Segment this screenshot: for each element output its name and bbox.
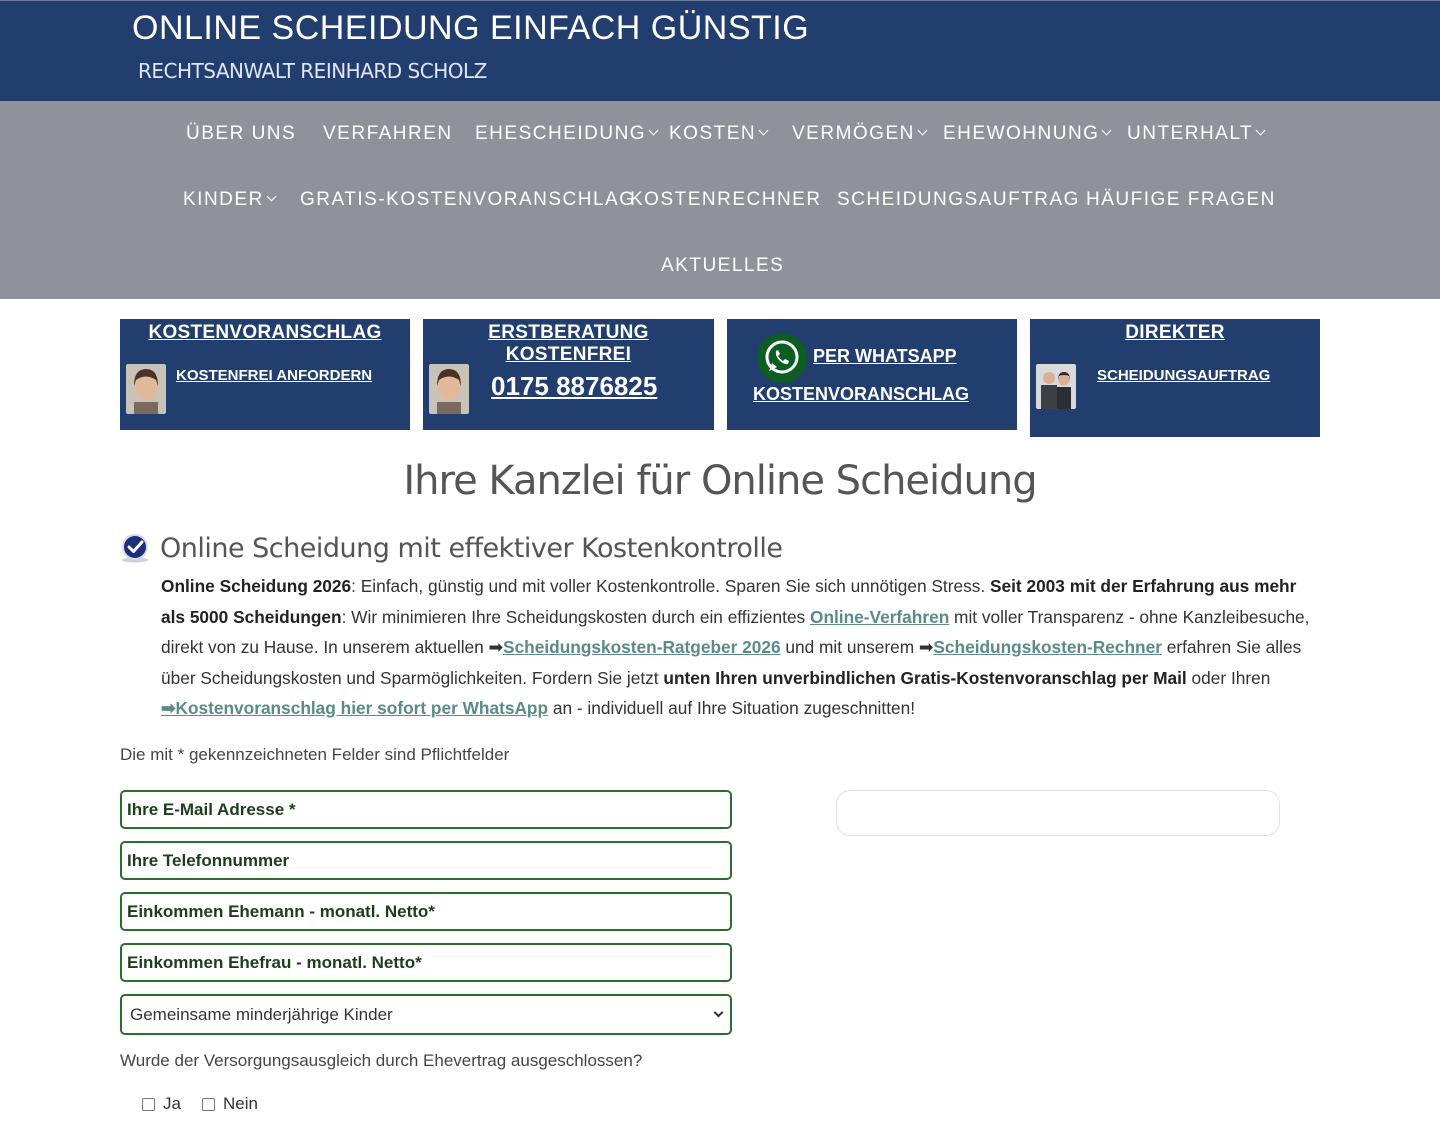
promo-estimate [120, 319, 410, 430]
nav-item-ehewohnung[interactable] [943, 123, 1110, 145]
page-title: Ihre Kanzlei für Online Scheidung [403, 458, 1037, 504]
nav-item-haeufige-fragen[interactable] [1086, 189, 1276, 211]
lawyer-avatar [126, 364, 166, 414]
chevron-down-icon [759, 126, 769, 136]
site-title[interactable]: ONLINE SCHEIDUNG EINFACH GÜNSTIG [132, 9, 810, 47]
nav-label: EHESCHEIDUNG [475, 123, 647, 144]
promo-link-wrap [176, 367, 372, 384]
nav-item-unterhalt[interactable] [1127, 123, 1264, 145]
request-estimate-link[interactable]: KOSTENFREI ANFORDERN [176, 367, 373, 384]
intro-text: : Einfach, günstig und mit voller Kostenkontrolle. Sparen Sie sich unnötigen Stress. [351, 576, 990, 596]
promo-link-wrap [1097, 367, 1270, 384]
chevron-down-icon [714, 1008, 724, 1018]
nav-item-ehescheidung[interactable] [475, 123, 657, 145]
nav-label: EHEWOHNUNG [943, 123, 1100, 144]
online-procedure-link[interactable]: Online-Verfahren [810, 606, 950, 627]
option-no[interactable] [202, 1094, 258, 1114]
intro-text: an - individuell auf Ihre Situation zugeschnitten! [548, 698, 916, 718]
side-panel [836, 790, 1280, 836]
option-yes[interactable] [142, 1094, 181, 1114]
nav-label: AKTUELLES [661, 255, 785, 276]
promo-title [120, 322, 410, 344]
children-select-value: Gemeinsame minderjährige Kinder [130, 1005, 393, 1024]
main-navigation [0, 101, 1440, 299]
phone-field[interactable]: Ihre Telefonnummer [120, 841, 732, 880]
nav-item-kosten[interactable] [669, 123, 767, 145]
promo-title [423, 322, 714, 366]
whatsapp-estimate-inline-link[interactable]: ➡Kostenvoranschlag hier sofort per WhatsApp [161, 698, 549, 718]
section-heading: Online Scheidung mit effektiver Kostenkontrolle [160, 533, 783, 564]
chevron-down-icon [1102, 126, 1112, 136]
site-subtitle: RECHTSANWALT REINHARD SCHOLZ [138, 59, 487, 83]
promo-whatsapp [727, 319, 1017, 430]
intro-paragraph [161, 571, 1311, 724]
intro-bold: Online Scheidung 2026 [161, 576, 352, 596]
divorce-order-link[interactable]: SCHEIDUNGSAUFTRAG [1097, 367, 1271, 384]
cost-guide-link[interactable]: Scheidungskosten-Ratgeber 2026 [503, 637, 781, 657]
nav-label: UNTERHALT [1127, 123, 1254, 144]
nav-item-scheidungsauftrag[interactable] [837, 189, 1080, 211]
nav-label: SCHEIDUNGSAUFTRAG [837, 189, 1080, 210]
intro-text: oder Ihren [1186, 667, 1271, 688]
nav-label: ÜBER UNS [186, 123, 297, 144]
nav-item-verfahren[interactable] [323, 123, 453, 145]
consultation-title-link[interactable]: ERSTBERATUNG KOSTENFREI [488, 322, 649, 365]
nav-label: KOSTEN [669, 123, 757, 144]
intro-bold: Seit 2003 mit der Erfahrung aus mehr als 5000 Scheidungen [161, 576, 1297, 627]
estimate-title-link[interactable]: KOSTENVORANSCHLAG [148, 322, 382, 343]
yes-checkbox[interactable] [142, 1098, 155, 1111]
checkmark-icon [120, 533, 150, 563]
nav-label: VERMÖGEN [792, 123, 915, 144]
lawyer-avatar [429, 364, 469, 414]
nav-item-ueber-uns[interactable] [186, 123, 296, 145]
no-checkbox[interactable] [202, 1098, 215, 1111]
whatsapp-estimate-link[interactable]: KOSTENVORANSCHLAG [753, 384, 970, 404]
nav-item-gratis-kostenvoranschlag[interactable] [300, 189, 635, 211]
promo-title [1030, 322, 1320, 344]
intro-text: mit voller Transparenz - ohne Kanzleibesuche, direkt von zu Hause. In unserem aktuellen ➡ [161, 606, 1310, 657]
whatsapp-line1-wrap [813, 346, 957, 367]
intro-text: und mit unserem ➡ [780, 637, 934, 657]
pension-question: Wurde der Versorgungsausgleich durch Ehevertrag ausgeschlossen? [120, 1051, 643, 1070]
site-header [0, 0, 1440, 101]
nav-label: HÄUFIGE FRAGEN [1086, 189, 1276, 210]
promo-direct-order [1030, 319, 1320, 437]
nav-label: GRATIS-KOSTENVORANSCHLAG [300, 189, 636, 210]
whatsapp-line2-wrap [753, 384, 969, 405]
chevron-down-icon [917, 126, 927, 136]
whatsapp-icon[interactable] [756, 332, 808, 384]
no-label: Nein [223, 1094, 258, 1113]
intro-text: erfahren Sie alles über Scheidungskosten und Sparmöglichkeiten. Fordern Sie jetzt [161, 637, 1302, 688]
whatsapp-link[interactable]: PER WHATSAPP [813, 346, 957, 366]
required-fields-note: Die mit * gekennzeichneten Felder sind Pflichtfelder [120, 745, 510, 764]
children-select[interactable] [120, 994, 732, 1035]
phone-link[interactable]: 0175 8876825 [491, 371, 658, 401]
email-field[interactable]: Ihre E-Mail Adresse * [120, 790, 732, 829]
yes-label: Ja [163, 1094, 181, 1113]
intro-bold: unten Ihren unverbindlichen Gratis-Kostenvoranschlag per Mail [663, 667, 1187, 688]
chevron-down-icon [266, 192, 276, 202]
nav-label: KOSTENRECHNER [630, 189, 822, 210]
income-husband-field[interactable]: Einkommen Ehemann - monatl. Netto* [120, 892, 732, 931]
team-photo [1036, 364, 1076, 409]
chevron-down-icon [1256, 126, 1266, 136]
chevron-down-icon [649, 126, 659, 136]
nav-label: VERFAHREN [323, 123, 453, 144]
nav-item-kostenrechner[interactable] [630, 189, 822, 211]
nav-label: KINDER [183, 189, 264, 210]
nav-item-vermoegen[interactable] [792, 123, 926, 145]
intro-text: : Wir minimieren Ihre Scheidungskosten durch ein effizientes [341, 606, 810, 627]
cost-calculator-link[interactable]: Scheidungskosten-Rechner [933, 637, 1162, 657]
phone-wrap [491, 371, 657, 402]
nav-item-aktuelles[interactable] [661, 255, 784, 277]
promo-consultation [423, 319, 714, 430]
income-wife-field[interactable]: Einkommen Ehefrau - monatl. Netto* [120, 943, 732, 982]
nav-item-kinder[interactable] [183, 189, 275, 211]
direct-title-link[interactable]: DIREKTER [1125, 322, 1225, 343]
